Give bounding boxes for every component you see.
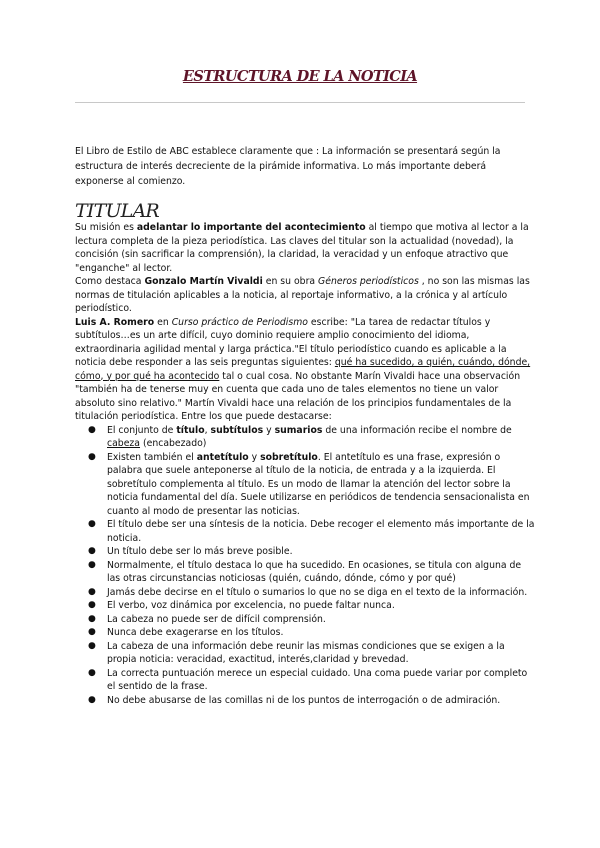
list-item (75, 599, 537, 613)
list-item (75, 694, 537, 708)
bullet-icon: ● (88, 424, 96, 435)
text-run: tal o cual cosa. No obstante Marín Vivaldi hace una observación "también ha de tenerse muy en cuenta que cada uno de tales elementos no tiene un valor absoluto sino relativo." Martín Vivaldi hace una relación de los principios fundamentales de la titulación periodística. Entre los que puede destacarse: (75, 370, 521, 422)
list-item-text: La cabeza de una información debe reunir las mismas condiciones que se exigen a la propia noticia: veracidad, exactitud, interés,claridad y brevedad. (107, 640, 505, 665)
book-title: Curso práctico de Periodismo (171, 316, 308, 328)
text-run: al tiempo que motiva al lector a la lectura completa de la pieza periodística. Las claves del titular son la actualidad (novedad), la concisión (sin sacrificar la comprensión), la claridad, la veracidad y un enfoque atractivo que "enganche" al lector. (75, 222, 529, 274)
list-item (75, 613, 537, 627)
list-item (75, 640, 537, 667)
list-item-text: Un título debe ser lo más breve posible. (107, 546, 293, 557)
text-run: en su obra (262, 276, 319, 287)
text-run: (encabezado) (140, 438, 207, 449)
bold-term: título (176, 424, 205, 436)
document-title: ESTRUCTURA DE LA NOTICIA (182, 68, 418, 85)
list-item (75, 424, 537, 451)
bold-phrase: adelantar lo importante del acontecimiento (136, 222, 366, 233)
bullet-icon: ● (88, 627, 96, 637)
principles-list (75, 424, 537, 708)
list-item-text: El verbo, voz dinámica por excelencia, no puede faltar nunca. (107, 600, 395, 611)
text-run: y (263, 424, 275, 436)
text-run: escribe: "La tarea de redactar títulos y subtítulos…es un arte difícil, cuyo dominio requiere amplio conocimiento del idioma, extraordinaria agilidad mental y larga práctica."El título periodístico cuando es aplicable a la noticia debe responder a las seis preguntas siguientes: (75, 316, 507, 368)
paragraph-vivaldi (75, 275, 537, 316)
list-item (75, 451, 537, 519)
section-heading: TITULAR (75, 200, 159, 222)
bold-term: sumarios (274, 424, 323, 436)
bold-term: sobretítulo (260, 451, 318, 463)
paragraph-romero (75, 316, 537, 424)
paragraph-mission (75, 221, 537, 275)
text-run: en (154, 316, 172, 328)
bullet-icon: ● (88, 546, 96, 556)
text-run: de una información recibe el nombre de (322, 424, 512, 436)
bullet-icon: ● (88, 640, 96, 651)
bold-term: antetítulo (196, 451, 249, 463)
text-run: , no son las mismas las normas de titulación aplicables a la noticia, al reportaje informativo, a la crónica y al artículo periodístico. (75, 276, 530, 314)
underlined-term: cabeza (107, 438, 141, 449)
list-item (75, 667, 537, 694)
text-run: El conjunto de (107, 424, 177, 436)
bullet-icon: ● (88, 600, 96, 610)
list-item (75, 586, 537, 600)
list-item (75, 545, 537, 559)
title-divider (75, 102, 525, 103)
book-title: Géneros periodísticos (318, 276, 419, 287)
list-item (75, 626, 537, 640)
list-item (75, 559, 537, 586)
text-run: . El antetítulo es una frase, expresión o palabra que suele anteponerse al título de la noticia, de entrada y a la izquierda. El sobretítulo complementa al título. Es un modo de llamar la atención del lector sobre la noticia fundamental del día. Suele utilizarse en periódicos de tendencia sensacionalista en cuanto al modo de presentar las noticias. (107, 451, 530, 517)
bullet-icon: ● (88, 559, 96, 570)
author-name: Luis A. Romero (75, 316, 155, 328)
bullet-icon: ● (88, 613, 96, 624)
text-run: Existen también el (107, 451, 197, 463)
bullet-icon: ● (88, 586, 96, 597)
list-item-text: El título debe ser una síntesis de la noticia. Debe recoger el elemento más importante de la noticia. (107, 519, 535, 544)
list-item-text: Jamás debe decirse en el título o sumarios lo que no se diga en el texto de la información. (107, 586, 528, 598)
bullet-icon: ● (88, 519, 96, 529)
list-item-text: No debe abusarse de las comillas ni de los puntos de interrogación o de admiración. (107, 694, 501, 706)
list-item-text: Nunca debe exagerarse en los títulos. (107, 627, 284, 638)
bullet-icon: ● (88, 667, 96, 678)
author-name: Gonzalo Martín Vivaldi (144, 276, 263, 287)
bullet-icon: ● (88, 694, 96, 705)
list-item (75, 518, 537, 545)
intro-paragraph: El Libro de Estilo de ABC establece claramente que : La información se presentará según la estructura de interés decreciente de la pirámide informativa. Lo más importante deberá exponerse al comienzo. (75, 146, 501, 187)
list-item-text: La cabeza no puede ser de difícil comprensión. (107, 613, 326, 625)
list-item-text: Normalmente, el título destaca lo que ha sucedido. En ocasiones, se titula con alguna de las otras circunstancias noticiosas (quién, cuándo, dónde, cómo y por qué) (107, 559, 522, 584)
bold-term: subtítulos (210, 424, 264, 436)
text-run: y (248, 451, 261, 463)
text-run: Su misión es (75, 222, 137, 233)
text-run: Como destaca (75, 276, 145, 287)
list-item-text: La correcta puntuación merece un especial cuidado. Una coma puede variar por completo el sentido de la frase. (107, 667, 528, 692)
bullet-icon: ● (88, 451, 96, 462)
section-body (75, 221, 537, 707)
underlined-questions: qué ha sucedido, a quién, cuándo, dónde, cómo, y por qué ha acontecido (75, 357, 531, 382)
text-run: , (204, 424, 211, 436)
